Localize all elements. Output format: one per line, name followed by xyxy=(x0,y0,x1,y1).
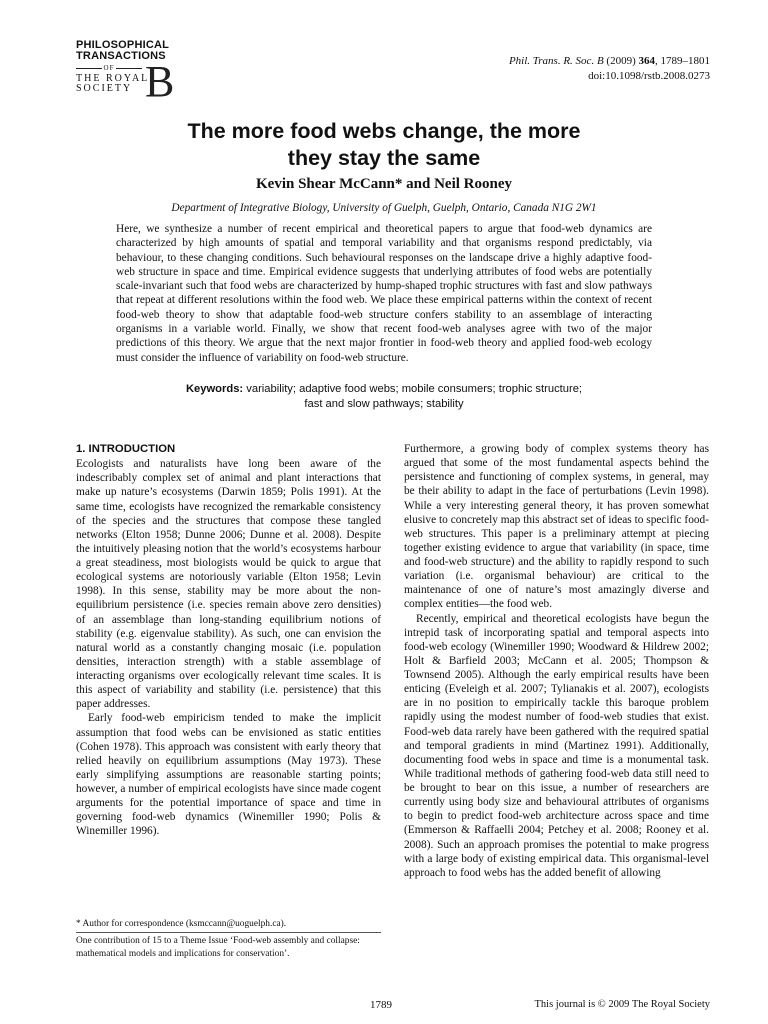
citation-year: (2009) xyxy=(603,55,639,67)
authors: Kevin Shear McCann* and Neil Rooney xyxy=(256,176,512,192)
body-paragraph: Ecologists and naturalists have long been aware of the indescribably complex set of animal and plant interactions that make up nature’s ecosystems (Darwin 1859; Polis 1991). At the same time, ecologists have recognized the remarkable consistency of the species and the structures that compose these tangled networks (Elton 1958; Dunne 2006; Dunne et al. 2008). Despite the intuitively pleasing notion that the world’s ecosystems harbour a great steadiness, most biologists would be quick to argue that ecological systems are notoriously variable (Elton 1958; Levin 1998). In this sense, stability may be more about the non-equilibrium persistence (i.e. species remain above zero densities) of an assemblage than long-standing equilibrium notions of stability (e.g. eigenvalue stability). As such, one can envision the natural world as a constantly changing mosaic (i.e. population densities, interaction strength) with a stable assemblage of interacting organisms over ecologically relevant time scales. It is this aspect of variability and stability (i.e. persistence) that this paper addresses. xyxy=(76,458,381,711)
keywords-label: Keywords: xyxy=(185,383,244,395)
affiliation: Department of Integrative Biology, University of Guelph, Guelph, Ontario, Canada N1G 2W1 xyxy=(171,202,597,214)
abstract: Here, we synthesize a number of recent empirical and theoretical papers to argue that food-web dynamics are characterized by high amounts of spatial and temporal variability and that organisms respond predictably, via behaviour, to these changing conditions. Such behavioural responses on the landscape drive a highly adaptive food-web structure in space and time. Empirical evidence suggests that underlying attributes of food webs are potentially scale-invariant such that food webs are characterized by hump-shaped trophic structures with fast and slow pathways that repeat at different resolutions within the food web. We place these empirical patterns within the context of recent food-web theory to show that adaptable food-web structure confers stability to an assemblage of interacting organisms in a variable world. Finally, we show that recent food-web analyses agree with two of the major predictions of this theory. We argue that the next major frontier in food-web theory and applied food-web ecology must consider the influence of variability on food-web structure. xyxy=(116,223,652,364)
citation-doi[interactable]: doi:10.1098/rstb.2008.0273 xyxy=(588,70,710,82)
page-number: 1789 xyxy=(370,999,392,1011)
copyright-notice: This journal is © 2009 The Royal Society xyxy=(534,999,710,1010)
footnote-contribution: One contribution of 15 to a Theme Issue ‘Food-web assembly and collapse: mathematical models and implications for conservation’. xyxy=(76,936,360,959)
title-line-1: The more food webs change, the more xyxy=(187,119,581,143)
keywords-line-1 xyxy=(116,382,652,397)
right-column xyxy=(404,442,709,880)
keywords xyxy=(116,382,652,412)
keywords-list-2: fast and slow pathways; stability xyxy=(304,398,464,410)
logo-of: OF xyxy=(103,64,115,72)
body-paragraph: Recently, empirical and theoretical ecologists have begun the intrepid task of incorporating spatial and temporal aspects into food-web ecology (Winemiller 1990; Woodward & Hildrew 2002; Holt & Barfield 2003; McCann et al. 2005; Thompson & Townsend 2005). Although the early empirical results have been enticing (Eveleigh et al. 2007; Tylianakis et al. 2007), ecologists are in no position to empirically tackle this baroque problem rapidly using the modest number of food-web studies that exist. Food-web data rarely have been gathered with the required spatial and temporal gradients in mind (Martinez 1991). Additionally, documenting food webs in space and time is a monumental task. While traditional methods of gathering food-web data still need to be brought to bear on this issue, a number of researchers are currently using body size and behavioural attributes of organisms to begin to predict food-web architecture across space and time (Emmerson & Raffaelli 2004; Petchey et al. 2008; Rooney et al. 2008). Such an approach promises the potential to make progress with a large body of existing empirical data. This organismal-level approach to food webs has the added benefit of allowing xyxy=(404,612,709,879)
journal-citation xyxy=(509,54,710,84)
body-paragraph: Early food-web empiricism tended to make the implicit assumption that food webs can be envisioned as static entities (Cohen 1978). This approach was consistent with early theory that relied heavily on equilibrium assumptions (May 1973). These early simplifying assumptions are reasonable starting points; however, a number of empirical ecologists have since made cogent arguments for the potential importance of space and time in governing food-web dynamics (Winemiller 1990; Polis & Winemiller 1996). xyxy=(76,712,381,838)
citation-line xyxy=(509,54,710,69)
paper-title xyxy=(84,118,684,172)
citation-pages: , 1789–1801 xyxy=(655,55,710,67)
logo-line-royal: THE ROYAL xyxy=(76,73,150,84)
section-heading-introduction: 1. INTRODUCTION xyxy=(76,443,176,455)
logo-letter-b: B xyxy=(145,57,175,106)
footnote-divider xyxy=(76,932,381,933)
logo-of-row xyxy=(76,63,142,73)
citation-volume: 364 xyxy=(638,55,655,67)
left-column xyxy=(76,442,381,839)
keywords-list-1: variability; adaptive food webs; mobile consumers; trophic structure; xyxy=(243,383,583,395)
body-paragraph: Furthermore, a growing body of complex systems theory has argued that some of the most fundamental aspects behind the persistence and functioning of complex systems, in general, may be their ability to adapt in the face of perturbations (Levin 1998). While a very interesting general theory, it has proven somewhat elusive to concretely map this abstract set of ideas to specific food-web structures. This paper is a preliminary attempt at piecing together existing evidence to argue that variability (in space, time and food-web structure) and the ability to rapidly respond to such variation (i.e. organismal behaviour) are critical to the maintenance of one of nature’s most amazingly diverse and complex entities—the food web. xyxy=(404,443,709,611)
journal-logo xyxy=(76,39,186,106)
logo-line-transactions: TRANSACTIONS xyxy=(76,50,166,62)
logo-line-philosophical: PHILOSOPHICAL xyxy=(76,39,170,51)
footnotes xyxy=(76,918,381,960)
title-line-2: they stay the same xyxy=(287,146,481,170)
footnote-correspondence: * Author for correspondence (ksmccann@uoguelph.ca). xyxy=(76,919,287,929)
citation-journal: Phil. Trans. R. Soc. B xyxy=(508,55,604,67)
logo-line-society: SOCIETY xyxy=(76,83,133,94)
